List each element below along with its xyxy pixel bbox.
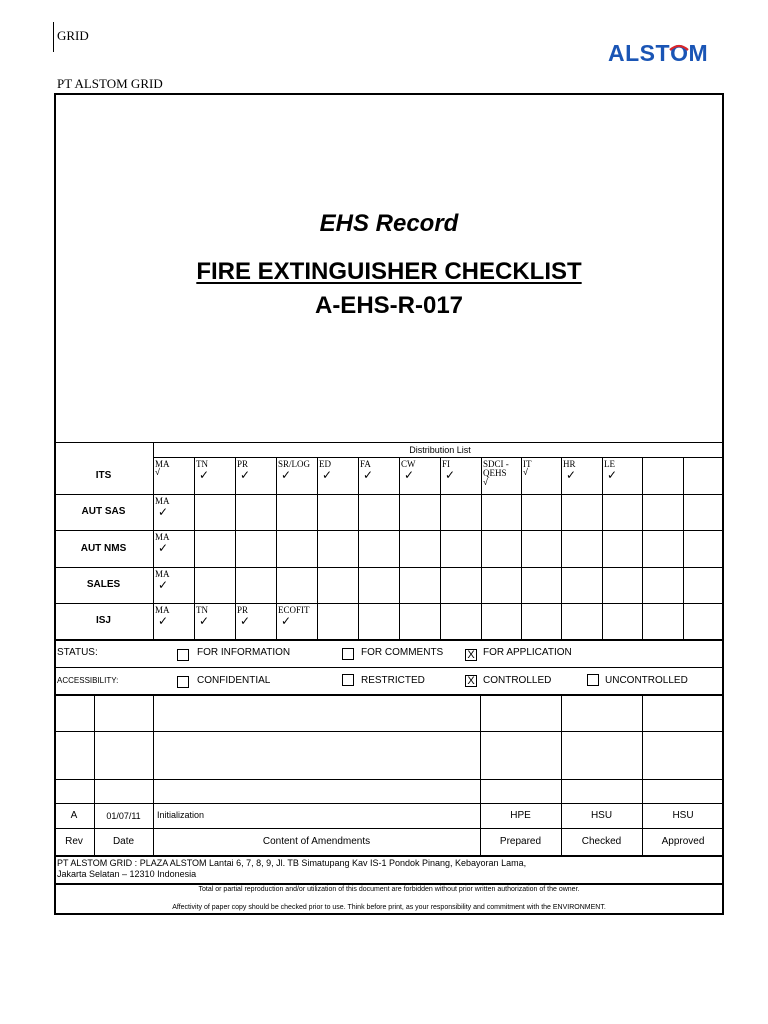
distribution-row-label: ISJ <box>95 615 111 626</box>
department-code: MA <box>155 459 170 469</box>
reproduction-notice: Total or partial reproduction and/or utilization of this document are forbidden without prior written authorization of the owner. <box>198 886 580 893</box>
header-divider <box>53 22 54 52</box>
distribution-column-divider <box>194 457 195 640</box>
distribution-check-icon: ✓ <box>445 468 456 482</box>
distribution-check-icon: ✓ <box>322 468 333 482</box>
access-checkbox-controlled[interactable]: X <box>465 675 477 687</box>
rev-date-value: 01/07/11 <box>106 811 141 821</box>
grid-label: GRID <box>57 28 89 43</box>
distribution-column-divider <box>276 457 277 640</box>
access-checkbox-confidential[interactable] <box>177 676 189 688</box>
prepared-header: Prepared <box>499 836 542 847</box>
status-option-information: FOR INFORMATION <box>197 647 291 658</box>
distribution-row-label: AUT NMS <box>80 542 127 554</box>
department-code: ED <box>319 459 331 469</box>
access-option-confidential: CONFIDENTIAL <box>197 675 271 686</box>
access-option-controlled: CONTROLLED <box>483 675 552 686</box>
distribution-column-divider <box>602 457 603 640</box>
department-code: SDCI - QEHS <box>483 459 509 478</box>
distribution-check-icon: ✓ <box>240 468 251 482</box>
distribution-check-icon: √ <box>483 477 488 487</box>
distribution-check-icon: ✓ <box>158 505 169 519</box>
status-checkbox-information[interactable] <box>177 649 189 661</box>
distribution-check-icon: ✓ <box>281 468 292 482</box>
distribution-row-label: AUT SAS <box>81 506 126 517</box>
status-option-comments: FOR COMMENTS <box>361 647 444 658</box>
status-checkbox-application[interactable]: X <box>465 649 477 661</box>
company-name: PT ALSTOM GRID <box>57 76 163 91</box>
content-header: Content of Amendments <box>262 836 371 847</box>
distribution-column-divider <box>642 457 643 640</box>
accessibility-label: ACCESSIBILITY: <box>57 676 119 685</box>
department-code: PR <box>237 459 249 469</box>
department-code: TN <box>196 605 208 615</box>
distribution-row-label: SALES <box>86 579 121 590</box>
department-code: HR <box>563 459 576 469</box>
distribution-column-divider <box>683 457 684 640</box>
department-code: FI <box>442 459 451 469</box>
address-line-1: PT ALSTOM GRID : PLAZA ALSTOM Lantai 6, 7, 8, 9, Jl. TB Simatupang Kav IS-1 Pondok Pinang, Kebayoran Lama, <box>57 858 527 868</box>
rev-value: A <box>70 810 78 821</box>
status-label: STATUS: <box>57 647 98 658</box>
department-code: FA <box>360 459 371 469</box>
department-code: CW <box>401 459 416 469</box>
distribution-column-divider <box>358 457 359 640</box>
department-code: SR/LOG <box>278 459 311 469</box>
rev-approved-value: HSU <box>672 810 694 821</box>
distribution-column-divider <box>399 457 400 640</box>
record-title: EHS Record <box>319 210 459 237</box>
distribution-check-icon: ✓ <box>158 578 169 592</box>
distribution-check-icon: ✓ <box>566 468 577 482</box>
distribution-check-icon: ✓ <box>404 468 415 482</box>
distribution-row-label: ITS <box>95 469 112 481</box>
approved-header: Approved <box>661 836 705 847</box>
access-option-restricted: RESTRICTED <box>361 675 425 686</box>
distribution-column-divider <box>440 457 441 640</box>
access-checkbox-uncontrolled[interactable] <box>587 674 599 686</box>
status-option-application: FOR APPLICATION <box>483 647 572 658</box>
checked-header: Checked <box>581 836 622 847</box>
address-line-2: Jakarta Selatan – 12310 Indonesia <box>57 869 197 879</box>
distribution-check-icon: ✓ <box>158 614 169 628</box>
rev-header: Rev <box>65 836 83 847</box>
department-code: ECOFIT <box>278 605 310 615</box>
distribution-column-divider <box>235 457 236 640</box>
distribution-check-icon: ✓ <box>199 614 210 628</box>
distribution-check-icon: ✓ <box>240 614 251 628</box>
distribution-check-icon: ✓ <box>199 468 210 482</box>
rev-prepared-value: HPE <box>510 810 531 821</box>
department-code: MA <box>155 605 170 615</box>
department-code: TN <box>196 459 208 469</box>
department-code: IT <box>523 459 532 469</box>
distribution-column-divider <box>521 457 522 640</box>
distribution-check-icon: ✓ <box>363 468 374 482</box>
distribution-check-icon: ✓ <box>281 614 292 628</box>
department-code: PR <box>237 605 249 615</box>
distribution-check-icon: ✓ <box>158 541 169 555</box>
distribution-list-header: Distribution List <box>409 445 471 455</box>
distribution-check-icon: ✓ <box>607 468 618 482</box>
department-code: MA <box>155 569 170 579</box>
distribution-check-icon: √ <box>155 467 160 477</box>
status-checkbox-comments[interactable] <box>342 648 354 660</box>
date-header: Date <box>112 836 135 847</box>
department-code: MA <box>155 532 170 542</box>
distribution-check-icon: √ <box>523 467 528 477</box>
logo-o-icon: O <box>670 40 689 66</box>
access-checkbox-restricted[interactable] <box>342 674 354 686</box>
distribution-column-divider <box>561 457 562 640</box>
department-code: LE <box>604 459 615 469</box>
rev-checked-value: HSU <box>590 810 613 821</box>
environment-notice: Affectivity of paper copy should be checked prior to use. Think before print, as your responsibility and commitment with the ENVIRONMENT. <box>172 904 606 911</box>
department-code: MA <box>155 496 170 506</box>
rev-content-value: Initialization <box>157 810 205 820</box>
alstom-logo: ALSTO M <box>608 40 709 66</box>
access-option-uncontrolled: UNCONTROLLED <box>605 675 688 686</box>
document-title: FIRE EXTINGUISHER CHECKLIST <box>196 258 582 285</box>
distribution-column-divider <box>317 457 318 640</box>
document-code: A-EHS-R-017 <box>314 292 464 319</box>
distribution-column-divider <box>481 457 482 640</box>
